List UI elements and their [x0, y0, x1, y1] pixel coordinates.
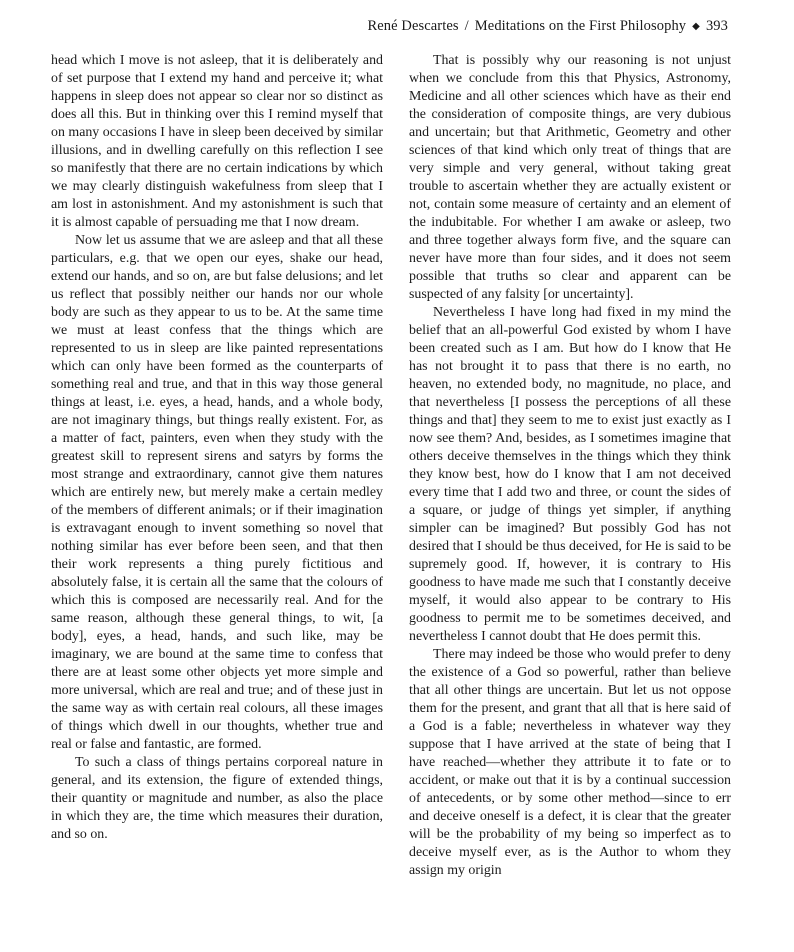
- header-author: René Descartes: [367, 18, 459, 34]
- paragraph: To such a class of things pertains corporeal nature in general, and its extension, the figure of extended things, their quantity or magnitude and number, as also the place in which they are, the time which measures their duration, and so on.: [51, 755, 383, 842]
- header-title: Meditations on the First Philosophy: [474, 18, 687, 34]
- header-separator: /: [464, 18, 469, 34]
- left-text-column: [51, 52, 383, 844]
- paragraph: Now let us assume that we are asleep and that all these particulars, e.g. that we open our eyes, shake our head, extend our hands, and so on, are but false delusions; and let us reflect that possibly neither our hands nor our whole body are such as they appear to us to be. At the same time we must at least confess that the things which are represented to us in sleep are like painted representations which can only have been formed as the counterparts of something real and true, and that in this way those general things at least, i.e. eyes, a head, hands, and a whole body, are not imaginary things, but things really existent. For, as a matter of fact, painters, even when they study with the greatest skill to represent sirens and satyrs by forms the most strange and extraordinary, cannot give them natures which are entirely new, but merely make a certain medley of the members of different animals; or if their imagination is extravagant enough to invent something so novel that nothing similar has ever before been seen, and that then their work represents a thing purely fictitious and absolutely false, it is certain all the same that the colours of which this is composed are necessarily real. And for the same reason, although these general things, to wit, [a body], eyes, a head, hands, and such like, may be imaginary, we are bound at the same time to confess that there are at least some other objects yet more simple and more universal, which are real and true; and of these just in the same way as with certain real colours, all these images of things which dwell in our thoughts, whether true and real or false and fantastic, are formed.: [51, 233, 383, 752]
- right-text-column: [409, 52, 731, 880]
- page-number: 393: [705, 18, 728, 34]
- paragraph: Nevertheless I have long had fixed in my mind the belief that an all-powerful God existed by whom I have been created such as I am. But how do I know that He has not brought it to pass that there is no earth, no heaven, no extended body, no magnitude, no place, and that nevertheless [I possess the perceptions of all these things and that] they seem to me to exist just exactly as I now see them? And, besides, as I sometimes imagine that others deceive themselves in the things which they think they know best, how do I know that I am not deceived every time that I add two and three, or count the sides of a square, or judge of things yet simpler, if anything simpler can be imagined? But possibly God has not desired that I should be thus deceived, for He is said to be supremely good. If, however, it is contrary to His goodness to have made me such that I constantly deceive myself, it would also appear to be contrary to His goodness to permit me to be sometimes deceived, and nevertheless I cannot doubt that He does permit this.: [409, 305, 731, 644]
- paragraph: There may indeed be those who would prefer to deny the existence of a God so powerful, rather than believe that all other things are uncertain. But let us not oppose them for the present, and grant that all that is here said of a God is a fable; nevertheless in whatever way they suppose that I have arrived at the state of being that I have reached—whether they attribute it to fate or to accident, or make out that it is by a continual succession of antecedents, or by some other method—since to err and deceive oneself is a defect, it is clear that the greater will be the probability of my being so imperfect as to deceive myself ever, as is the Author to whom they assign my origin: [409, 647, 731, 878]
- paragraph: head which I move is not asleep, that it is deliberately and of set purpose that I extend my hand and perceive it; what happens in sleep does not appear so clear nor so distinct as does all this. But in thinking over this I remind myself that on many occasions I have in sleep been deceived by similar illusions, and in dwelling carefully on this reflection I see so manifestly that there are no certain indications by which we may clearly distinguish wakefulness from sleep that I am lost in astonishment. And my astonishment is such that it is almost capable of persuading me that I now dream.: [51, 53, 383, 230]
- paragraph: That is possibly why our reasoning is not unjust when we conclude from this that Physics, Astronomy, Medicine and all other sciences which have as their end the consideration of composite things, are very dubious and uncertain; but that Arithmetic, Geometry and other sciences of that kind which only treat of things that are very simple and very general, without taking great trouble to ascertain whether they are actually existent or not, contain some measure of certainty and an element of the indubitable. For whether I am awake or asleep, two and three together always form five, and the square can never have more than four sides, and it does not seem possible that truths so clear and apparent can be suspected of any falsity [or uncertainty].: [409, 53, 731, 302]
- diamond-ornament-icon: ◆: [692, 21, 700, 32]
- running-header: [367, 18, 728, 35]
